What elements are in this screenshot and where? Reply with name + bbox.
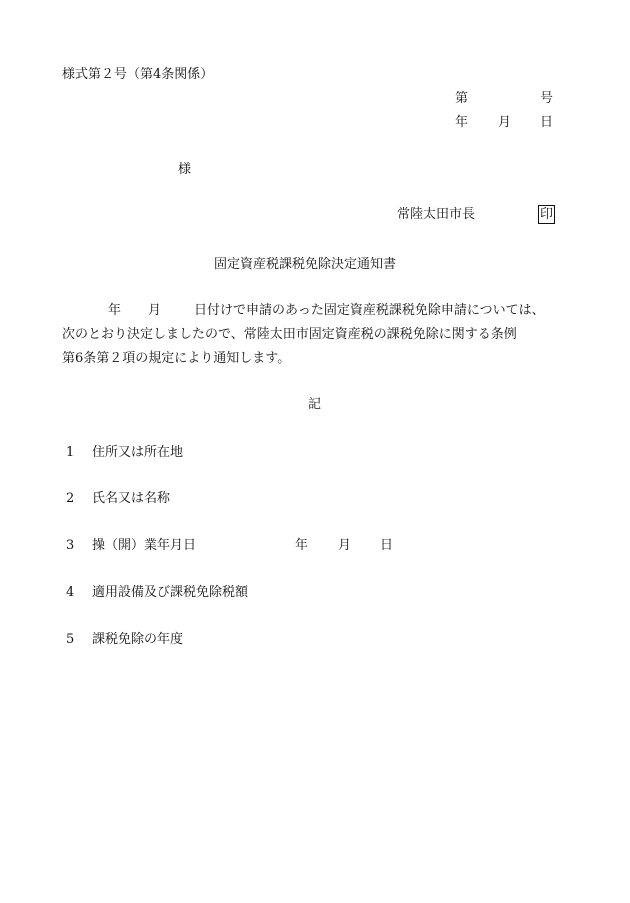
ki-heading: 記: [308, 397, 322, 412]
number-dai: 第: [455, 91, 469, 106]
item-label-exemption-year: 課税免除の年度: [92, 632, 184, 647]
item-label-address: 住所又は所在地: [92, 445, 184, 460]
item-start-day: 日: [380, 538, 394, 553]
body-line3: 第6条第２項の規定により通知します。: [62, 351, 291, 366]
issuer-title: 常陸太田市長: [397, 207, 476, 222]
seal-stamp: [538, 205, 555, 224]
item-start-month: 月: [338, 538, 352, 553]
item-start-year: 年: [295, 538, 309, 553]
item-number: 2: [66, 491, 75, 506]
item-label-equipment-tax: 適用設備及び課税免除税額: [92, 585, 249, 600]
date-day: 日: [540, 115, 554, 130]
item-number: 4: [66, 585, 75, 600]
number-go: 号: [540, 91, 554, 106]
body-year: 年: [108, 303, 122, 318]
date-year: 年: [455, 115, 469, 130]
item-number: 3: [66, 538, 75, 553]
addressee-honorific: 様: [178, 162, 192, 177]
item-number: 5: [66, 632, 75, 647]
date-month: 月: [498, 115, 512, 130]
form-label: 様式第２号（第4条関係）: [62, 67, 214, 82]
item-label-start-date: 操（開）業年月日: [92, 538, 197, 553]
item-number: 1: [66, 445, 75, 460]
body-month: 月: [148, 303, 162, 318]
seal-text: 印: [540, 207, 554, 222]
body-line2: 次のとおり決定しましたので、常陸太田市固定資産税の課税免除に関する条例: [62, 327, 517, 342]
document-title: 固定資産税課税免除決定通知書: [214, 257, 397, 272]
item-label-name: 氏名又は名称: [92, 491, 171, 506]
body-line1-rest: 日付けで申請のあった固定資産税課税免除申請については、: [194, 303, 545, 318]
